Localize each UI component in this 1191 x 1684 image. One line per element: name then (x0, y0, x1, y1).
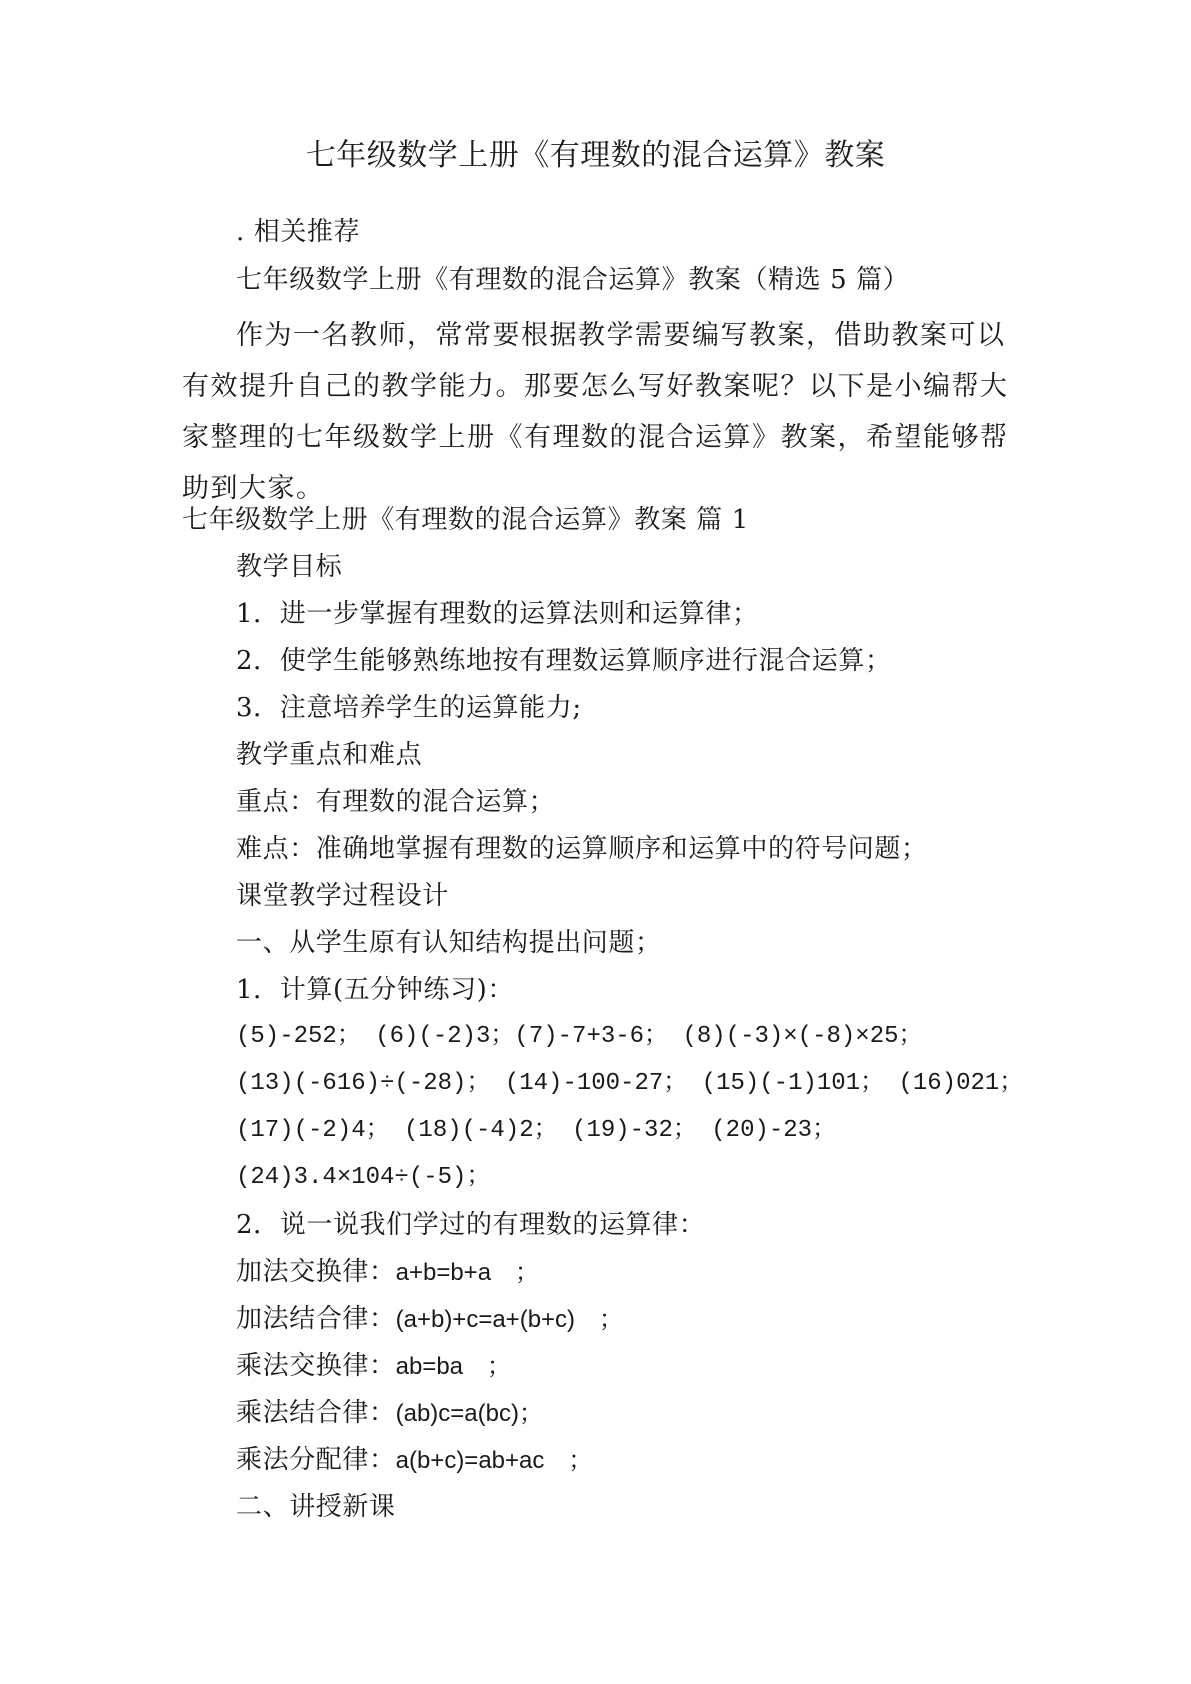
laws-heading: 2．说一说我们学过的有理数的运算律： (236, 1210, 706, 1240)
law-name: 乘法交换律： (236, 1351, 396, 1381)
related-link[interactable]: 七年级数学上册《有理数的混合运算》教案（精选 5 篇） (236, 265, 910, 295)
exercise-line: (5)-252； (6)(-2)3；(7)-7+3-6； (8)(-3)×(-8)×25； (236, 1023, 923, 1050)
exercise-line: (13)(-616)÷(-28)； (14)-100-27； (15)(-1)101； (16)021； (236, 1070, 1024, 1097)
law-formula: (a+b)+c=a+(b+c) ； (395, 1306, 624, 1333)
law-name: 加法结合律： (236, 1304, 396, 1334)
law-row (236, 1395, 543, 1432)
law-name: 乘法分配律： (236, 1445, 396, 1475)
step-two-heading: 二、讲授新课 (236, 1492, 396, 1522)
exercise-line: (24)3.4×104÷(-5)； (236, 1164, 491, 1191)
key-points-heading: 教学重点和难点 (236, 740, 423, 770)
exercise-heading: 1．计算(五分钟练习)： (236, 975, 515, 1005)
difficult-point: 难点：准确地掌握有理数的运算顺序和运算中的符号问题； (236, 834, 928, 864)
law-row (236, 1348, 511, 1385)
objective-item: 3．注意培养学生的运算能力; (236, 693, 582, 723)
law-row (236, 1442, 592, 1479)
objective-item: 2．使学生能够熟练地按有理数运算顺序进行混合运算； (236, 646, 892, 676)
law-formula: a(b+c)=ab+ac ； (395, 1447, 593, 1474)
law-formula: ab=ba ； (395, 1353, 512, 1380)
law-row (236, 1301, 623, 1338)
related-label: . 相关推荐 (236, 217, 361, 247)
process-heading: 课堂教学过程设计 (236, 881, 449, 911)
step-one-heading: 一、从学生原有认知结构提出问题； (236, 928, 662, 958)
document-title: 七年级数学上册《有理数的混合运算》教案 (305, 138, 886, 173)
exercise-line: (17)(-2)4； (18)(-4)2； (19)-32； (20)-23； (236, 1117, 837, 1144)
law-formula: a+b=b+a ； (395, 1259, 540, 1286)
law-name: 加法交换律： (236, 1257, 396, 1287)
section-heading: 七年级数学上册《有理数的混合运算》教案 篇 1 (182, 505, 749, 535)
law-name: 乘法结合律： (236, 1398, 396, 1428)
law-row (236, 1254, 539, 1291)
objective-item: 1．进一步掌握有理数的运算法则和运算律； (236, 599, 759, 629)
objectives-heading: 教学目标 (236, 552, 343, 582)
law-formula: (ab)c=a(bc)； (395, 1400, 543, 1427)
intro-paragraph: 作为一名教师，常常要根据教学需要编写教案，借助教案可以有效提升自己的教学能力。那要怎么写好教案呢？以下是小编帮大家整理的七年级数学上册《有理数的混合运算》教案，希望能够帮助到大家。 (182, 320, 1009, 504)
key-point: 重点：有理数的混合运算； (236, 787, 556, 817)
